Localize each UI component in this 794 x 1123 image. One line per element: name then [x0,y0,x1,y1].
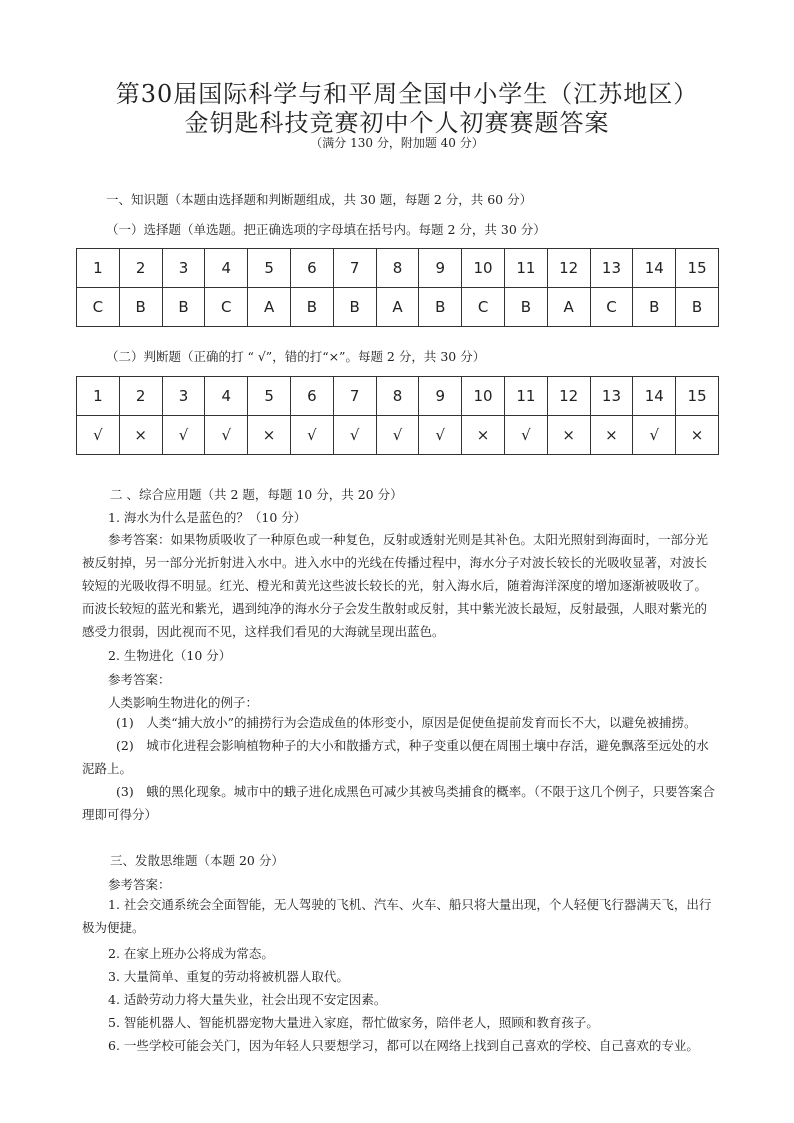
judge-question-number-cell: 3 [162,377,205,416]
choice-answer-cell: B [504,288,547,327]
choice-question-number-cell: 8 [376,249,419,288]
judge-question-number-cell: 10 [462,377,505,416]
section3-item-6: 6. 一些学校可能会关门，因为年轻人只要想学习，都可以在网络上找到自己喜欢的学校、自己喜欢的专业。 [108,1038,699,1053]
choice-answer-cell: B [290,288,333,327]
choice-answer-cell: C [205,288,248,327]
section1-heading: 一、知识题（本题由选择题和判断题组成，共 30 题，每题 2 分，共 60 分） [106,192,533,207]
section3-item-1: 1. 社会交通系统会全面智能，无人驾驶的飞机、汽车、火车、船只将大量出现，个人轻便飞行器满天飞，出行极为便捷。 [82,897,712,935]
page-title-line1: 第30届国际科学与和平周全国中小学生（江苏地区） [115,80,699,108]
judge-question-number-cell: 14 [633,377,676,416]
choice-answer-cell: B [333,288,376,327]
judge-answer-cell: × [676,416,719,455]
choice-answer-cell: B [162,288,205,327]
choice-answer-table [76,248,719,327]
judge-question-number-cell: 9 [419,377,462,416]
judge-question-number-cell: 11 [504,377,547,416]
section3-item-4: 4. 适龄劳动力将大量失业，社会出现不安定因素。 [108,992,387,1007]
judge-answer-cell: × [248,416,291,455]
q1-answer: 参考答案：如果物质吸收了一种原色或一种复色，反射或透射光则是其补色。太阳光照射到海面时，一部分光被反射掉，另一部分光折射进入水中。进入水中的光线在传播过程中，海水分子对波长较长的光吸收显著，对波长较短的光吸收得不明显。红光、橙光和黄光这些波长较长的光，射入海水后，随着海洋深度的增加逐渐被吸收了。而波长较短的蓝光和紫光，遇到纯净的海水分子会发生散射或反射，其中紫光波长最短，反射最强，人眼对紫光的感受力很弱，因此视而不见，这样我们看见的大海就呈现出蓝色。 [82,532,709,639]
q2-intro: 人类影响生物进化的例子： [108,695,259,710]
choice-answer-cell: B [676,288,719,327]
judge-answer-cell: √ [205,416,248,455]
choice-question-number-cell: 5 [248,249,291,288]
choice-answer-cell: B [119,288,162,327]
q1-title: 1. 海水为什么是蓝色的？（10 分） [108,510,307,525]
choice-question-number-cell: 3 [162,249,205,288]
choice-question-number-cell: 11 [504,249,547,288]
judge-answer-cell: × [119,416,162,455]
choice-question-number-cell: 12 [547,249,590,288]
judge-heading: （二）判断题（正确的打 “ √”，错的打“×”。每题 2 分，共 30 分） [106,349,486,364]
choice-question-number-cell: 7 [333,249,376,288]
judge-question-number-cell: 5 [248,377,291,416]
q2-example-2: (2) 城市化进程会影响植物种子的大小和散播方式，种子变重以便在周围土壤中存活，避免飘落至远处的水泥路上。 [82,738,709,776]
judge-question-number-cell: 1 [77,377,120,416]
choice-question-number-cell: 10 [462,249,505,288]
score-subtitle: （满分 130 分，附加题 40 分） [310,136,484,150]
judge-question-number-cell: 6 [290,377,333,416]
choice-answer-row [77,288,719,327]
choice-heading: （一）选择题（单选题。把正确选项的字母填在括号内。每题 2 分，共 30 分） [106,222,546,237]
section3-heading: 三、发散思维题（本题 20 分） [110,853,284,868]
section2-heading: 二 、综合应用题（共 2 题，每题 10 分，共 20 分） [110,487,403,502]
judge-question-number-cell: 13 [590,377,633,416]
judge-answer-table [76,376,719,455]
choice-answer-cell: A [547,288,590,327]
section3-item-3: 3. 大量简单、重复的劳动将被机器人取代。 [108,969,349,984]
choice-question-number-cell: 6 [290,249,333,288]
judge-question-number-cell: 15 [676,377,719,416]
choice-number-row [77,249,719,288]
choice-question-number-cell: 1 [77,249,120,288]
choice-question-number-cell: 2 [119,249,162,288]
choice-answer-cell: C [590,288,633,327]
judge-answer-cell: × [590,416,633,455]
choice-question-number-cell: 13 [590,249,633,288]
judge-question-number-cell: 2 [119,377,162,416]
q2-example-1: (1) 人类“捕大放小”的捕捞行为会造成鱼的体形变小，原因是促使鱼提前发育而长不大，以避免被捕捞。 [116,715,697,730]
judge-answer-cell: √ [333,416,376,455]
q2-title: 2. 生物进化（10 分） [108,648,232,663]
choice-answer-cell: B [633,288,676,327]
choice-question-number-cell: 15 [676,249,719,288]
judge-question-number-cell: 12 [547,377,590,416]
choice-question-number-cell: 9 [419,249,462,288]
judge-answer-cell: √ [162,416,205,455]
q2-reference-label: 参考答案： [108,672,171,687]
choice-answer-cell: B [419,288,462,327]
choice-answer-cell: C [77,288,120,327]
page-title-line2: 金钥匙科技竞赛初中个人初赛赛题答案 [184,109,610,137]
judge-answer-cell: √ [419,416,462,455]
judge-question-number-cell: 8 [376,377,419,416]
judge-answer-row [77,416,719,455]
judge-answer-cell: √ [290,416,333,455]
judge-number-row [77,377,719,416]
judge-answer-cell: √ [77,416,120,455]
q2-example-3: (3) 蛾的黑化现象。城市中的蛾子进化成黑色可减少其被鸟类捕食的概率。（不限于这几个例子，只要答案合理即可得分） [82,784,715,822]
section3-item-2: 2. 在家上班办公将成为常态。 [108,946,274,961]
judge-question-number-cell: 7 [333,377,376,416]
judge-question-number-cell: 4 [205,377,248,416]
choice-answer-cell: C [462,288,505,327]
judge-answer-cell: √ [633,416,676,455]
judge-answer-cell: √ [376,416,419,455]
judge-answer-cell: √ [504,416,547,455]
section3-item-5: 5. 智能机器人、智能机器宠物大量进入家庭，帮忙做家务，陪伴老人，照顾和教育孩子。 [108,1015,599,1030]
choice-question-number-cell: 14 [633,249,676,288]
section3-reference-label: 参考答案： [108,877,171,892]
choice-answer-cell: A [376,288,419,327]
choice-question-number-cell: 4 [205,249,248,288]
judge-answer-cell: × [547,416,590,455]
choice-answer-cell: A [248,288,291,327]
judge-answer-cell: × [462,416,505,455]
